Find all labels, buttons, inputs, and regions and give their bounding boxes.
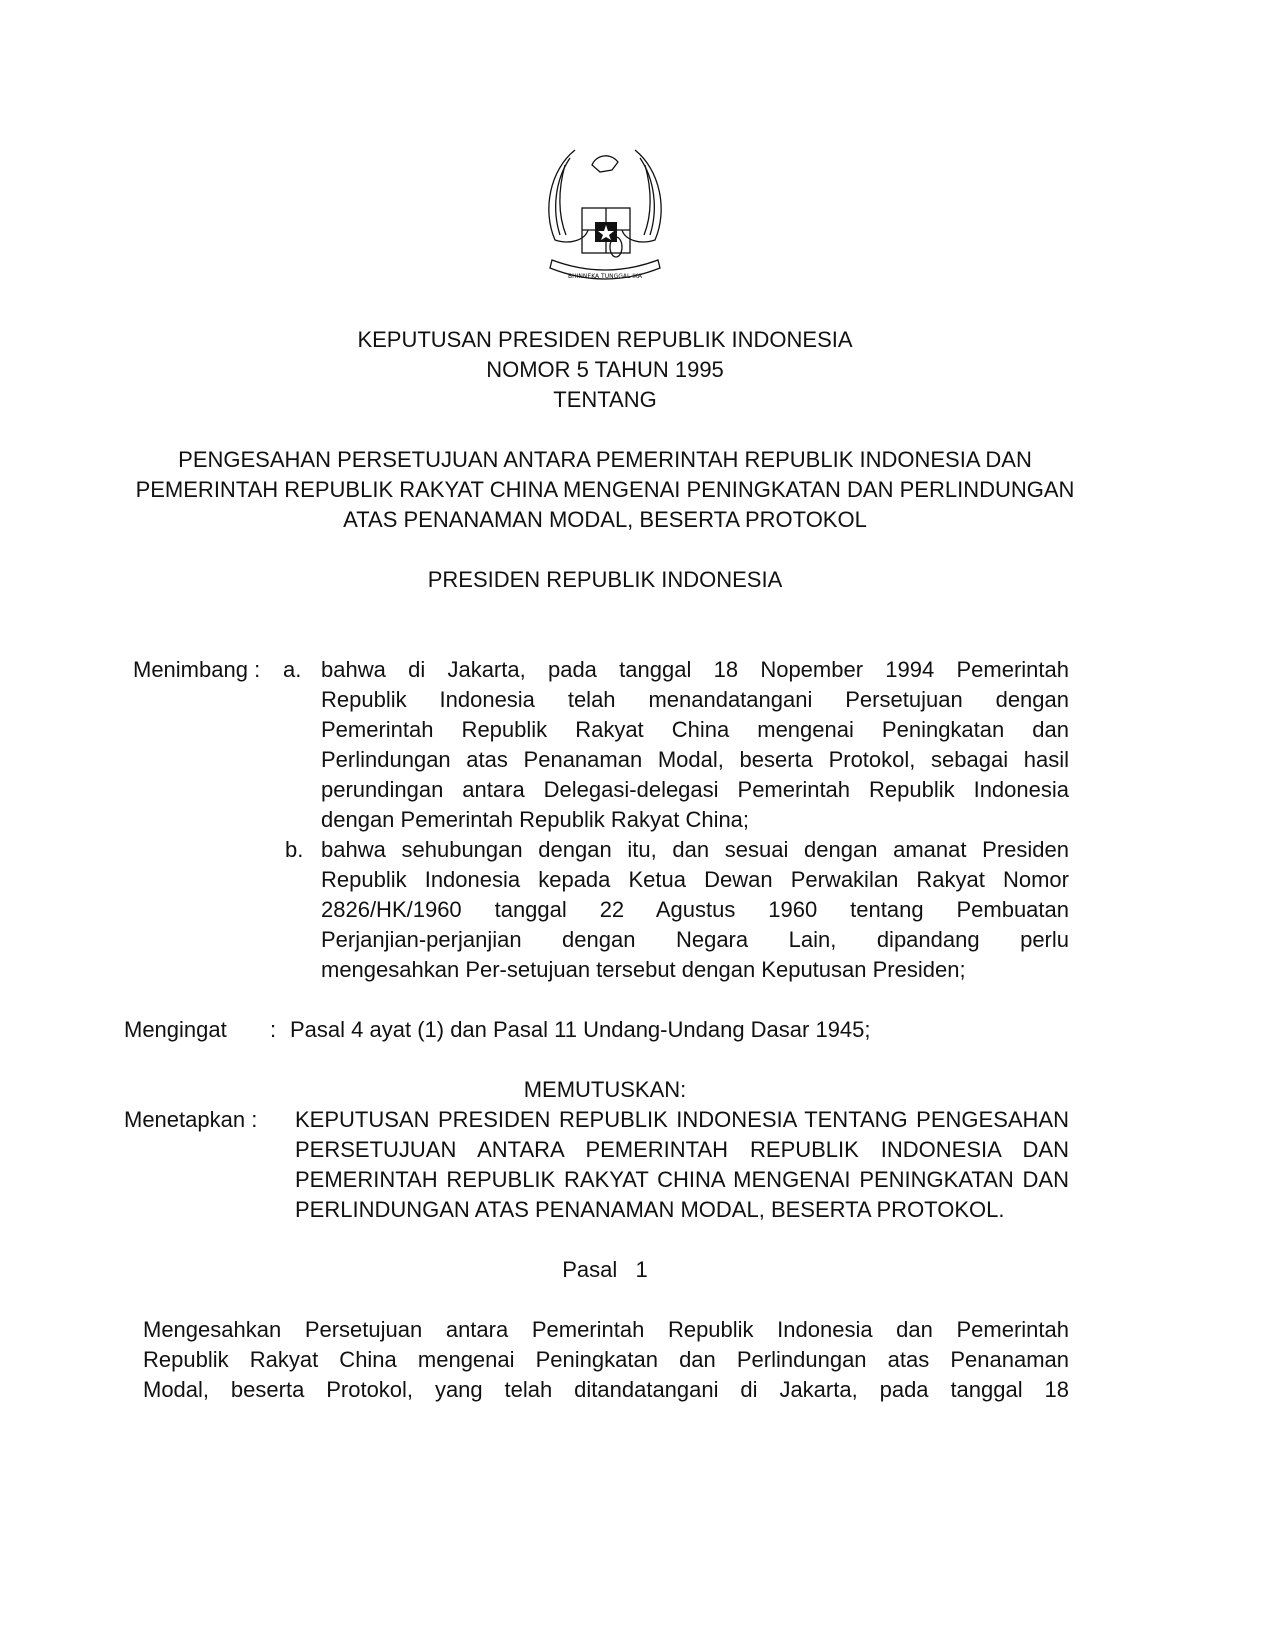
garuda-pancasila-emblem	[530, 140, 680, 300]
menimbang-item-b	[321, 835, 1069, 985]
text-line: KEPUTUSAN PRESIDEN REPUBLIK INDONESIA TENTANG PENGESAHAN	[295, 1107, 1069, 1132]
header-line: NOMOR 5 TAHUN 1995	[486, 357, 724, 382]
mengingat-colon: :	[270, 1017, 277, 1042]
text-line: Perjanjian-perjanjian dengan Negara Lain, dipandang perlu	[321, 927, 1069, 952]
emblem-motto: BHINNEKA TUNGGAL IKA	[568, 273, 642, 280]
menimbang-item-a	[321, 655, 1069, 835]
mengingat-label: Mengingat	[124, 1017, 227, 1042]
text-line: dengan Pemerintah Republik Rakyat China;	[321, 807, 750, 832]
mengingat-text: Pasal 4 ayat (1) dan Pasal 11 Undang-Undang Dasar 1945;	[290, 1017, 871, 1042]
text-line: 2826/HK/1960 tanggal 22 Agustus 1960 tentang Pembuatan	[321, 897, 1069, 922]
text-line: Modal, beserta Protokol, yang telah ditandatangani di Jakarta, pada tanggal 18	[143, 1377, 1069, 1402]
text-line: PERSETUJUAN ANTARA PEMERINTAH REPUBLIK INDONESIA DAN	[295, 1137, 1069, 1162]
text-line: PERLINDUNGAN ATAS PENANAMAN MODAL, BESERTA PROTOKOL.	[295, 1197, 1005, 1222]
menimbang-label: Menimbang :	[133, 657, 261, 682]
title-line: ATAS PENANAMAN MODAL, BESERTA PROTOKOL	[343, 507, 867, 532]
text-line: perundingan antara Delegasi-delegasi Pemerintah Republik Indonesia	[321, 777, 1069, 802]
menetapkan-text	[295, 1105, 1069, 1225]
text-line: bahwa di Jakarta, pada tanggal 18 Nopember 1994 Pemerintah	[321, 657, 1069, 682]
pasal-1-text	[143, 1315, 1069, 1405]
header-line: KEPUTUSAN PRESIDEN REPUBLIK INDONESIA	[357, 327, 853, 352]
text-line: Pemerintah Republik Rakyat China mengenai Peningkatan dan	[321, 717, 1069, 742]
text-line: Republik Indonesia telah menandatangani Persetujuan dengan	[321, 687, 1069, 712]
decree-header	[0, 325, 1210, 415]
text-line: Perlindungan atas Penanaman Modal, beserta Protokol, sebagai hasil	[321, 747, 1069, 772]
text-line: bahwa sehubungan dengan itu, dan sesuai dengan amanat Presiden	[321, 837, 1069, 862]
text-line: mengesahkan Per-setujuan tersebut dengan Keputusan Presiden;	[321, 957, 966, 982]
decree-title	[0, 445, 1210, 535]
item-marker-b: b.	[285, 837, 304, 862]
text-line: Republik Indonesia kepada Ketua Dewan Perwakilan Rakyat Nomor	[321, 867, 1069, 892]
text-line: PEMERINTAH REPUBLIK RAKYAT CHINA MENGENAI PENINGKATAN DAN	[295, 1167, 1069, 1192]
pasal-1-heading: Pasal 1	[562, 1257, 648, 1282]
president-heading: PRESIDEN REPUBLIK INDONESIA	[427, 567, 783, 592]
text-line: Republik Rakyat China mengenai Peningkatan dan Perlindungan atas Penanaman	[143, 1347, 1069, 1372]
title-line: PENGESAHAN PERSETUJUAN ANTARA PEMERINTAH REPUBLIK INDONESIA DAN	[178, 447, 1032, 472]
header-line: TENTANG	[553, 387, 657, 412]
memutuskan-heading: MEMUTUSKAN:	[523, 1077, 687, 1102]
title-line: PEMERINTAH REPUBLIK RAKYAT CHINA MENGENAI PENINGKATAN DAN PERLINDUNGAN	[135, 477, 1075, 502]
item-marker-a: a.	[283, 657, 302, 682]
menetapkan-label: Menetapkan :	[124, 1107, 258, 1132]
text-line: Mengesahkan Persetujuan antara Pemerintah Republik Indonesia dan Pemerintah	[143, 1317, 1069, 1342]
